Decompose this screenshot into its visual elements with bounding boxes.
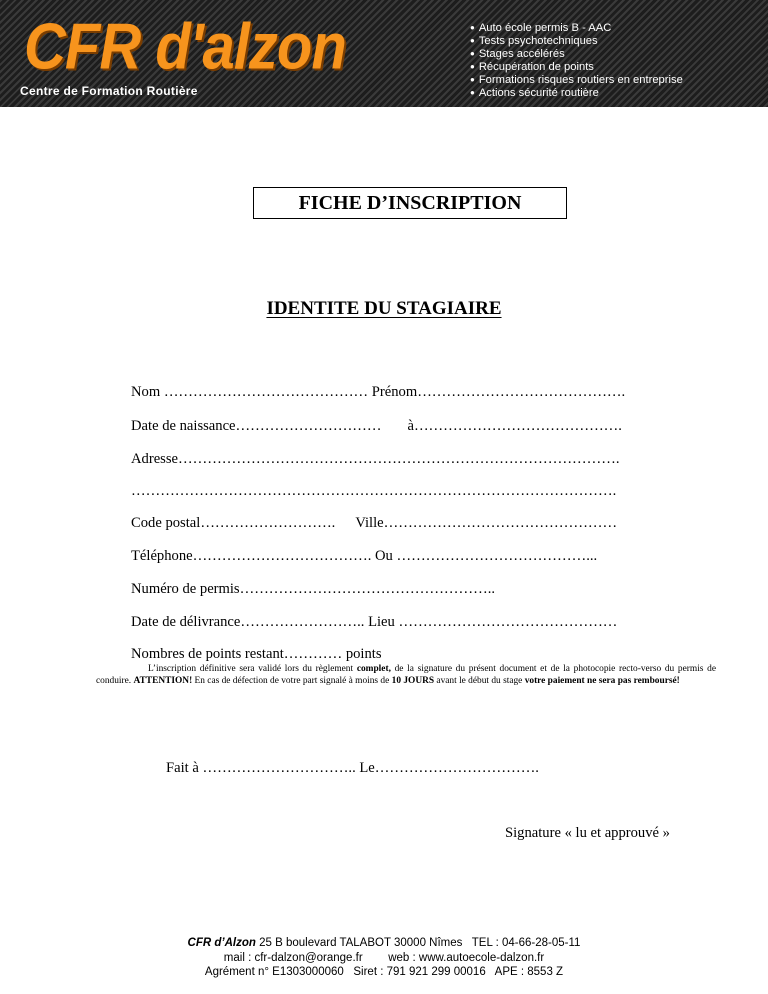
brand-subtitle: Centre de Formation Routière — [20, 84, 198, 98]
place-date-line[interactable]: Fait à ………………………….. Le……………………………. — [166, 760, 539, 776]
license-number-label: Numéro de permis…………………………………………….. — [131, 581, 496, 597]
brand-logo: CFR d'alzon — [24, 10, 346, 84]
header-banner — [0, 0, 768, 107]
phone-label: Téléphone………………………………. Ou …………………………………... — [131, 548, 598, 564]
conditions-text: L’inscription définitive sera validé lors du règlement complet, de la signature du présent document et de la photocopie recto-verso du permis de conduire. ATTENTION! En cas de défection de votre part signalé à moins de 10 JOURS avant le début du stage votre paiement ne sera pas remboursé! — [96, 664, 716, 686]
services-list — [470, 22, 683, 101]
postal-code-label: Code postal………………………. — [131, 515, 336, 531]
service-item: ● Tests psychotechniques — [470, 35, 683, 48]
footer-brand: CFR d’Alzon — [187, 937, 256, 949]
footer-contact: mail : cfr-dalzon@orange.fr web : www.autoecole-dalzon.fr — [223, 951, 545, 964]
birth-field-line[interactable] — [131, 418, 622, 435]
city-label: Ville………………………………………… — [355, 515, 618, 531]
section-title: IDENTITE DU STAGIAIRE — [266, 298, 502, 319]
footer-legal: Agrément n° E1303000060 Siret : 791 921 299 00016 APE : 8553 Z — [204, 966, 564, 979]
license-number-line[interactable] — [131, 581, 495, 598]
signature-label: Signature « lu et approuvé » — [505, 825, 670, 841]
points-line[interactable] — [131, 646, 382, 663]
postal-field-line[interactable] — [131, 515, 617, 532]
address-continuation: ………………………………………………………………………………………. — [131, 483, 617, 499]
address-field-line-2[interactable] — [131, 483, 616, 500]
footer-address: CFR d’Alzon 25 B boulevard TALABOT 30000 Nîmes TEL : 04-66-28-05-11 — [187, 937, 581, 949]
service-item: ● Auto école permis B - AAC — [470, 22, 683, 35]
name-field-label: Nom …………………………………… Prénom……………………………………. — [131, 384, 626, 400]
points-label: Nombres de points restant………… points — [131, 646, 382, 662]
service-item: ● Récupération de points — [470, 61, 683, 74]
issue-date-label: Date de délivrance…………………….. Lieu ……………………………………… — [131, 614, 618, 630]
birth-place-label: à……………………………………. — [407, 418, 622, 434]
page-title: FICHE D’INSCRIPTION — [253, 187, 567, 219]
address-label: Adresse………………………………………………………………………………. — [131, 451, 620, 467]
birth-date-label: Date de naissance………………………… — [131, 418, 382, 434]
name-field-line[interactable] — [131, 384, 625, 401]
service-item: ● Formations risques routiers en entreprise — [470, 74, 683, 87]
service-item: ● Stages accélérés — [470, 48, 683, 61]
footer — [0, 936, 768, 980]
address-field-line[interactable] — [131, 451, 619, 468]
phone-field-line[interactable] — [131, 548, 597, 565]
issue-date-line[interactable] — [131, 614, 617, 631]
service-item: ● Actions sécurité routière — [470, 87, 683, 100]
